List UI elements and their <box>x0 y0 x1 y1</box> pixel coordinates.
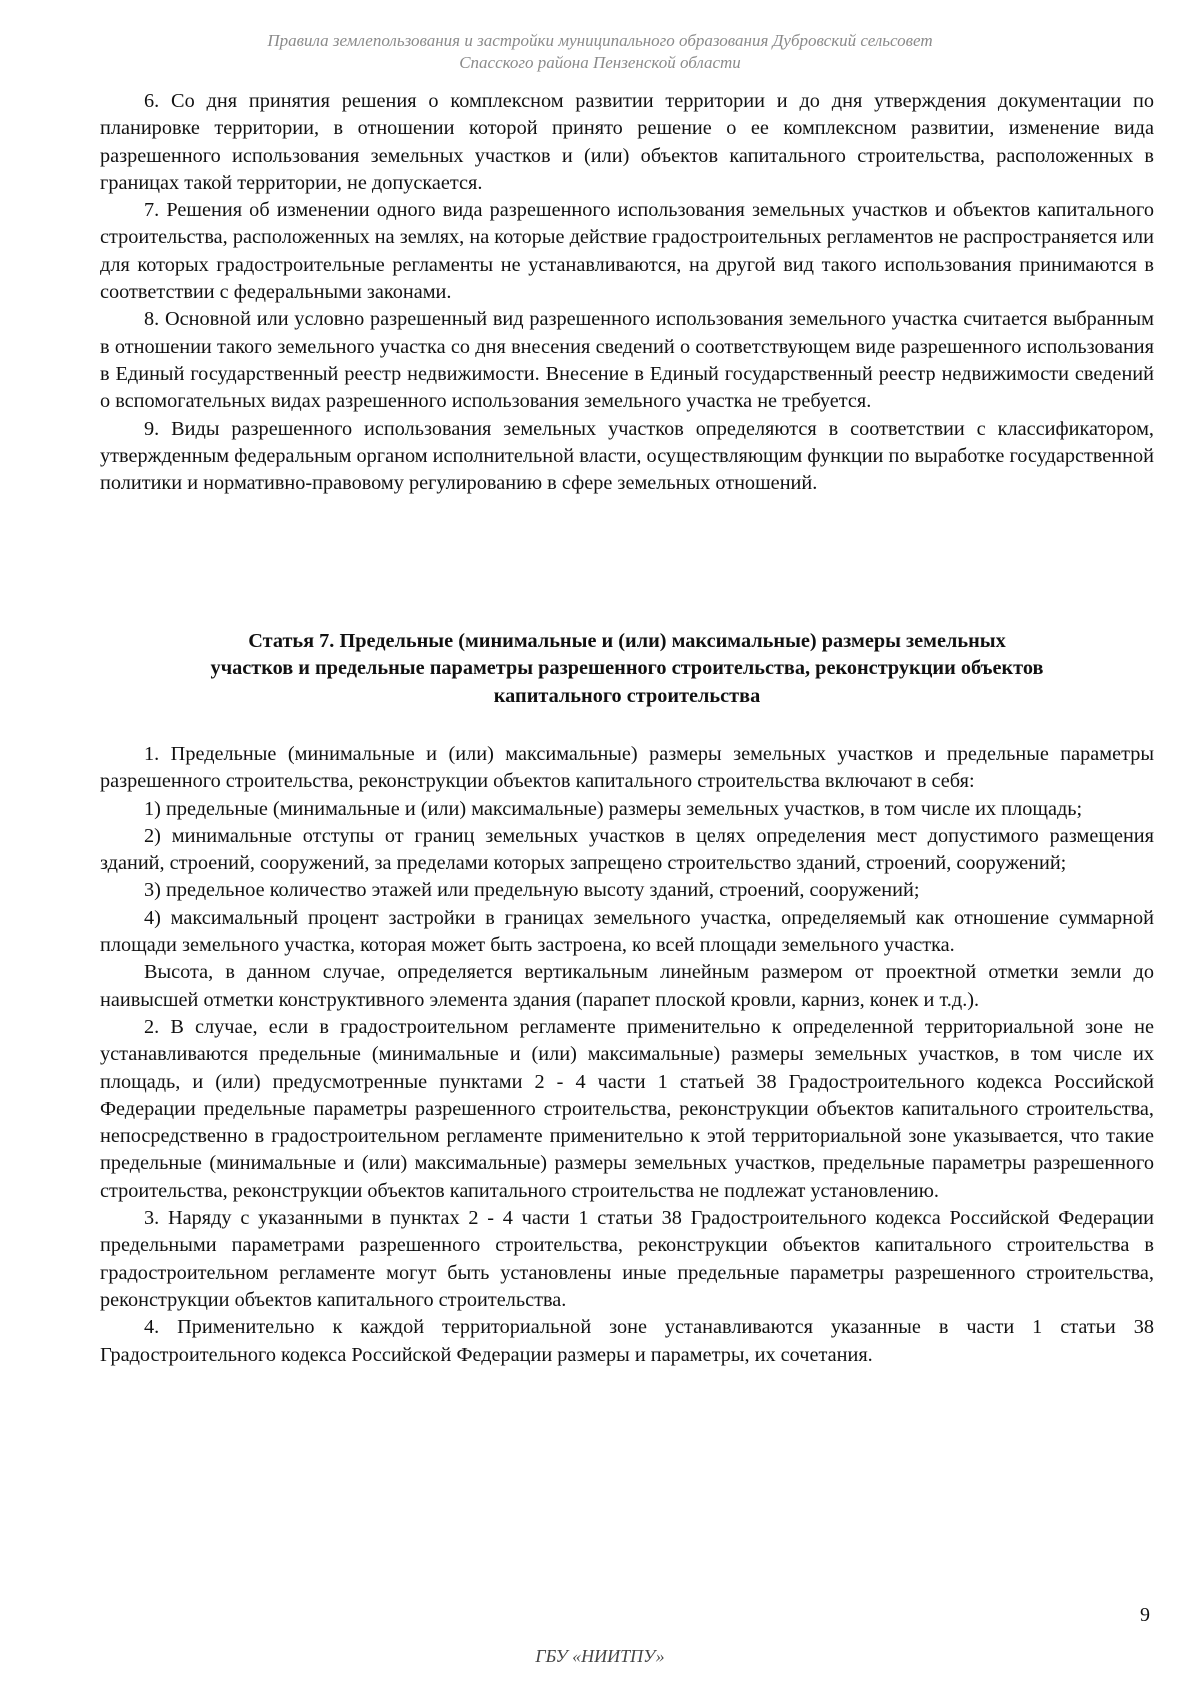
body-text-top <box>100 88 1154 497</box>
clause-1-item-4: 4) максимальный процент застройки в границах земельного участка, определяемый как отношение суммарной площади земельного участка, которая может быть застроена, ко всей площади земельного участка. <box>100 906 1154 957</box>
height-definition: Высота, в данном случае, определяется вертикальным линейным размером от проектной отметки земли до наивысшей отметки конструктивного элемента здания (парапет плоской кровли, карниз, конек и т.д.). <box>100 961 1154 1011</box>
paragraph-7: 7. Решения об изменении одного вида разрешенного использования земельных участков и объектов капитального строительства, расположенных на землях, на которые действие градостроительных регламентов не распространяется или для которых градостроительные регламенты не устанавливаются, на другой вид такого использования принимаются в соответствии с федеральными законами. <box>100 199 1154 304</box>
footer-organization: ГБУ «НИИТПУ» <box>535 1646 665 1666</box>
article-heading-line-3: капитального строительства <box>493 684 761 707</box>
running-header <box>130 30 1070 74</box>
clause-1: 1. Предельные (минимальные и (или) максимальные) размеры земельных участков и предельные параметры разрешенного строительства, реконструкции объектов капитального строительства включают в себя: <box>100 743 1154 793</box>
clause-4: 4. Применительно к каждой территориальной зоне устанавливаются указанные в части 1 статьи 38 Градостроительного кодекса Российской Федерации размеры и параметры, их сочетания. <box>100 1316 1154 1366</box>
clause-3: 3. Наряду с указанными в пунктах 2 - 4 части 1 статьи 38 Градостроительного кодекса Российской Федерации предельными параметрами разрешенного строительства, реконструкции объектов капитального строительства в градостроительном регламенте могут быть установлены иные предельные параметры разрешенного строительства, реконструкции объектов капитального строительства. <box>100 1207 1154 1311</box>
body-text-article-7 <box>100 741 1154 1369</box>
clause-2: 2. В случае, если в градостроительном регламенте применительно к определенной территориальной зоне не устанавливаются предельные (минимальные и (или) максимальные) размеры земельных участков, в том числе их площадь, и (или) предусмотренные пунктами 2 - 4 части 1 статьей 38 Градостроительного кодекса Российской Федерации предельные параметры разрешенного строительства, реконструкции объектов капитального строительства, непосредственно в градостроительном регламенте применительно к этой территориальной зоне указывается, что такие предельные (минимальные и (или) максимальные) размеры земельных участков, предельные параметры разрешенного строительства, реконструкции объектов капитального строительства не подлежат установлению. <box>100 1015 1154 1202</box>
paragraph-9: 9. Виды разрешенного использования земельных участков определяются в соответствии с классификатором, утвержденным федеральным органом исполнительной власти, осуществляющим функции по выработке государственной политики и нормативно-правовому регулированию в сфере земельных отношений. <box>100 417 1154 495</box>
clause-1-item-1: 1) предельные (минимальные и (или) максимальные) размеры земельных участков, в том числе их площадь; <box>144 797 1083 820</box>
clause-1-item-3: 3) предельное количество этажей или предельную высоту зданий, строений, сооружений; <box>144 879 920 902</box>
header-line-2: Спасского района Пензенской области <box>459 53 741 72</box>
clause-1-item-2: 2) минимальные отступы от границ земельных участков в целях определения мест допустимого размещения зданий, строений, сооружений, за пределами которых запрещено строительство зданий, строений, сооружений; <box>100 824 1154 875</box>
article-heading-line-1: Статья 7. Предельные (минимальные и (или) максимальные) размеры земельных <box>248 630 1006 652</box>
article-heading <box>110 628 1144 710</box>
paragraph-8: 8. Основной или условно разрешенный вид разрешенного использования земельного участка считается выбранным в отношении такого земельного участка со дня внесения сведений о соответствующем виде разрешенного использования в Единый государственный реестр недвижимости. Внесение в Единый государственный реестр недвижимости сведений о вспомогательных видах разрешенного использования земельного участка не требуется. <box>100 308 1154 413</box>
page-number: 9 <box>1140 1604 1150 1626</box>
paragraph-6: 6. Со дня принятия решения о комплексном развитии территории и до дня утверждения документации по планировке территории, в отношении которой принято решение о ее комплексном развитии, изменение вида разрешенного использования земельных участков и (или) объектов капитального строительства, расположенных в границах такой территории, не допускается. <box>100 90 1154 194</box>
article-heading-line-2: участков и предельные параметры разрешенного строительства, реконструкции объектов <box>210 657 1044 680</box>
header-line-1: Правила землепользования и застройки муниципального образования Дубровский сельсовет <box>267 31 933 50</box>
